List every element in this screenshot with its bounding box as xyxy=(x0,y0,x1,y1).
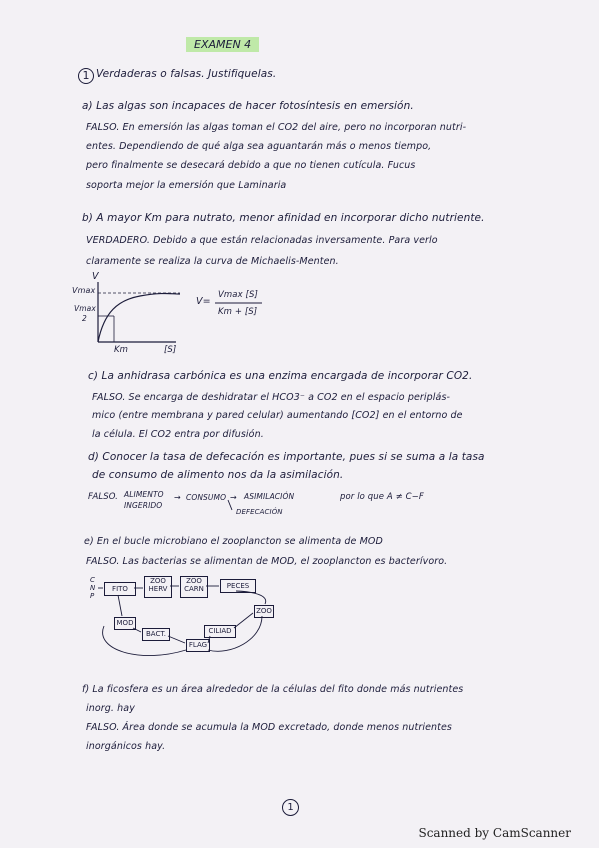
formula-numerator: Vmax [S] xyxy=(218,290,258,300)
box-peces: PECES xyxy=(220,579,256,593)
answer-b-line-2: claramente se realiza la curva de Michaelis-Menten. xyxy=(86,256,339,267)
box-flag: FLAG xyxy=(186,639,210,652)
nutrient-p: P xyxy=(90,592,95,600)
nutrient-n: N xyxy=(90,584,96,592)
answer-b-line-1: VERDADERO. Debido a que están relacionadas inversamente. Para verlo xyxy=(86,235,438,246)
formula-lhs: V= xyxy=(196,296,211,307)
page-title: EXAMEN 4 xyxy=(186,37,259,52)
flow-conclusion: por lo que A ≠ C−F xyxy=(340,492,424,502)
question-a: a) Las algas son incapaces de hacer fotosíntesis en emersión. xyxy=(82,100,414,112)
intro-text: Verdaderas o falsas. Justifiquelas. xyxy=(96,68,277,80)
answer-c-line-1: FALSO. Se encarga de deshidratar el HCO3⁻ a CO2 en el espacio periplás- xyxy=(92,392,451,403)
box-bact: BACT. xyxy=(142,628,170,641)
flow-defecacion: DEFECACIÓN xyxy=(236,508,283,516)
answer-f-line-2: inorgánicos hay. xyxy=(86,741,166,752)
flow-arrow-1: → xyxy=(174,493,181,502)
nutrient-c: C xyxy=(90,576,95,584)
question-f-line-2: inorg. hay xyxy=(86,703,135,714)
answer-c-line-3: la célula. El CO2 entra por difusión. xyxy=(92,429,264,440)
flow-asimilacion: ASIMILACIÓN xyxy=(244,492,295,501)
answer-d-label: FALSO. xyxy=(88,492,118,502)
page-number: 1 xyxy=(282,799,299,816)
zoo-herv-line-2: HERV xyxy=(148,585,168,593)
answer-a-line-4: soporta mejor la emersión que Laminaria xyxy=(86,180,287,191)
graph-y-label: V xyxy=(92,271,99,282)
graph-half-vmax-top: Vmax xyxy=(74,304,96,313)
box-zoo: ZOO xyxy=(254,605,274,618)
question-number-circle: 1 xyxy=(78,68,94,84)
flow-ingerido: INGERIDO xyxy=(124,501,163,510)
graph-s-label: [S] xyxy=(164,345,177,355)
flow-alimento: ALIMENTO xyxy=(124,490,164,499)
flow-consumo: CONSUMO xyxy=(186,493,227,502)
question-f-line-1: f) La ficosfera es un área alrededor de la células del fito donde más nutrientes xyxy=(82,684,464,695)
graph-half-vmax-bottom: 2 xyxy=(82,314,87,323)
box-fito: FITO xyxy=(104,582,136,596)
box-mod: MOD xyxy=(114,617,136,630)
scanner-watermark: Scanned by CamScanner xyxy=(418,826,571,840)
question-d-line-1: d) Conocer la tasa de defecación es importante, pues si se suma a la tasa xyxy=(88,451,485,463)
answer-a-line-2: entes. Dependiendo de qué alga sea aguantarán más o menos tiempo, xyxy=(86,141,432,152)
formula-denominator: Km + [S] xyxy=(218,307,258,317)
answer-e: FALSO. Las bacterias se alimentan de MOD, el zooplancton es bacterívoro. xyxy=(86,556,448,567)
graph-vmax-label: Vmax xyxy=(72,286,96,295)
zoo-carn-line-1: ZOO xyxy=(186,577,202,585)
question-d-line-2: de consumo de alimento nos da la asimilación. xyxy=(92,469,344,481)
question-b: b) A mayor Km para nutrato, menor afinidad en incorporar dicho nutriente. xyxy=(82,212,485,224)
answer-f-line-1: FALSO. Área donde se acumula la MOD excretado, donde menos nutrientes xyxy=(86,722,452,733)
flow-arrow-2: → xyxy=(230,493,237,502)
answer-c-line-2: mico (entre membrana y pared celular) aumentando [CO2] en el entorno de xyxy=(92,410,463,421)
question-e: e) En el bucle microbiano el zooplancton se alimenta de MOD xyxy=(84,536,383,547)
answer-a-line-3: pero finalmente se desecará debido a que no tienen cutícula. Fucus xyxy=(86,160,416,171)
zoo-herv-line-1: ZOO xyxy=(150,577,166,585)
zoo-carn-line-2: CARN xyxy=(184,585,204,593)
question-c: c) La anhidrasa carbónica es una enzima encargada de incorporar CO2. xyxy=(88,370,473,382)
box-ciliad: CILIAD xyxy=(204,625,236,638)
answer-a-line-1: FALSO. En emersión las algas toman el CO2 del aire, pero no incorporan nutri- xyxy=(86,122,467,133)
graph-km-label: Km xyxy=(114,345,129,355)
